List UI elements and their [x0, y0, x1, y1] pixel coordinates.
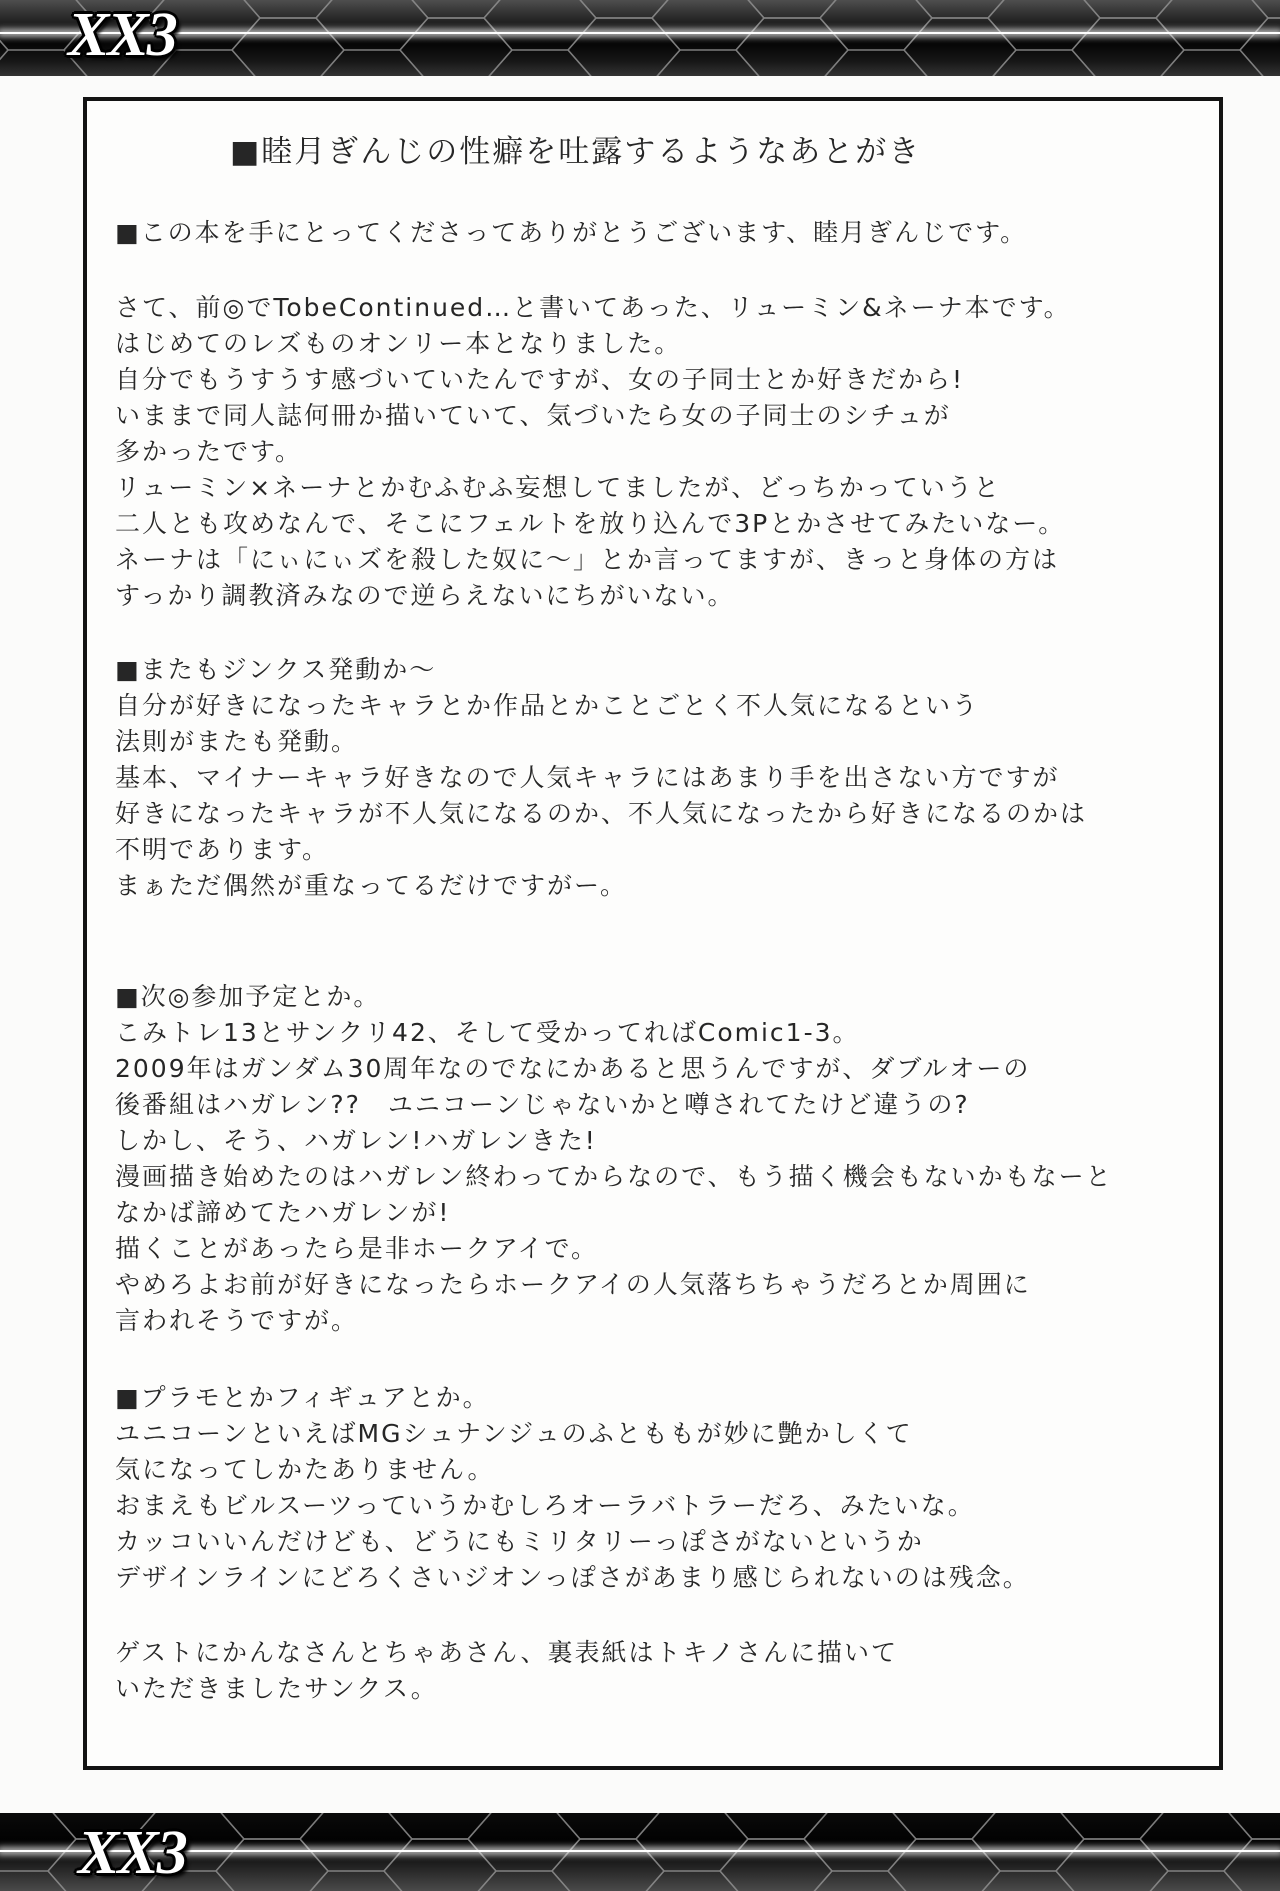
text-line: しかし、そう、ハガレン!ハガレンきた!: [115, 1126, 597, 1155]
text-line: おまえもビルスーツっていうかむしろオーラバトラーだろ、みたいな。: [115, 1491, 975, 1520]
text-line: ゲストにかんなさんとちゃあさん、裏表紙はトキノさんに描いて: [115, 1638, 899, 1667]
banner-shine-line: [0, 32, 1280, 34]
text-line: 基本、マイナーキャラ好きなので人気キャラにはあまり手を出さない方ですが: [115, 763, 1060, 792]
paragraph: [115, 652, 1199, 904]
text-line: ユニコーンといえばMGシュナンジュのふとももが妙に艶かしくて: [115, 1419, 913, 1448]
text-line: 不明であります。: [115, 835, 330, 864]
afterword-title: ■睦月ぎんじの性癖を吐露するようなあとがき: [230, 134, 922, 170]
text-line: 自分でもうすうす感づいていたんですが、女の子同士とか好きだから!: [115, 365, 965, 394]
afterword-frame: [83, 97, 1223, 1770]
series-logo-xx3-top: XX3: [68, 1, 176, 69]
text-line: まぁただ偶然が重なってるだけですがー。: [115, 871, 628, 900]
text-line: すっかり調教済みなので逆らえないにちがいない。: [115, 581, 735, 610]
bottom-banner: [0, 1813, 1280, 1891]
text-line: 言われそうですが。: [115, 1306, 359, 1335]
text-line: さて、前◎でTobeContinued…と書いてあった、リューミン&ネーナ本です。: [115, 293, 1071, 322]
text-line: 法則がまたも発動。: [115, 727, 359, 756]
text-line: 2009年はガンダム30周年なのでなにかあると思うんですが、ダブルオーの: [115, 1054, 1031, 1083]
text-line: 漫画描き始めたのはハガレン終わってからなので、もう描く機会もないかもなーと: [115, 1162, 1113, 1191]
text-line: いままで同人誌何冊か描いていて、気づいたら女の子同士のシチュが: [115, 401, 951, 430]
afterword-body: [115, 215, 1199, 1707]
top-banner: [0, 0, 1280, 76]
text-line: ■この本を手にとってくださってありがとうございます、睦月ぎんじです。: [115, 218, 1028, 247]
text-line: 後番組はハガレン?? ユニコーンじゃないかと噂されてたけど違うの?: [115, 1090, 970, 1119]
text-line: 気になってしかたありません。: [115, 1455, 495, 1484]
paragraph: [115, 1380, 1199, 1596]
paragraph: [115, 215, 1199, 251]
hex-pattern-bottom: [0, 1813, 1280, 1891]
hex-pattern-top: [0, 0, 1280, 76]
paragraph: [115, 979, 1199, 1339]
paragraph: [115, 1635, 1199, 1707]
text-line: 二人とも攻めなんで、そこにフェルトを放り込んで3Pとかさせてみたいなー。: [115, 509, 1066, 538]
text-line: 自分が好きになったキャラとか作品とかことごとく不人気になるという: [115, 691, 980, 720]
text-line: こみトレ13とサンクリ42、そして受かってればComic1-3。: [115, 1018, 860, 1047]
afterword-content: [87, 101, 1219, 1707]
text-line: 好きになったキャラが不人気になるのか、不人気になったから好きになるのかは: [115, 799, 1088, 828]
text-line: はじめてのレズものオンリー本となりました。: [115, 329, 682, 358]
text-line: ■次◎参加予定とか。: [115, 982, 381, 1011]
text-line: いただきましたサンクス。: [115, 1674, 438, 1703]
text-line: デザインラインにどろくさいジオンっぽさがあまり感じられないのは残念。: [115, 1563, 1030, 1592]
text-line: ■またもジンクス発動か〜: [115, 655, 437, 684]
text-line: リューミン×ネーナとかむふむふ妄想してましたが、どっちかっていうと: [115, 473, 1001, 502]
text-line: ■プラモとかフィギュアとか。: [115, 1383, 490, 1412]
text-line: 多かったです。: [115, 437, 303, 466]
text-line: 描くことがあったら是非ホークアイで。: [115, 1234, 599, 1263]
text-line: ネーナは「にぃにぃズを殺した奴に〜」とか言ってますが、きっと身体の方は: [115, 545, 1060, 574]
paragraph: [115, 290, 1199, 614]
series-logo-xx3-bottom: XX3: [78, 1819, 186, 1887]
banner-shine-line: [0, 1850, 1280, 1852]
text-line: カッコいいんだけども、どうにもミリタリーっぽさがないというか: [115, 1527, 924, 1556]
text-line: なかば諦めてたハガレンが!: [115, 1198, 451, 1227]
text-line: やめろよお前が好きになったらホークアイの人気落ちちゃうだろとか周囲に: [115, 1270, 1031, 1299]
